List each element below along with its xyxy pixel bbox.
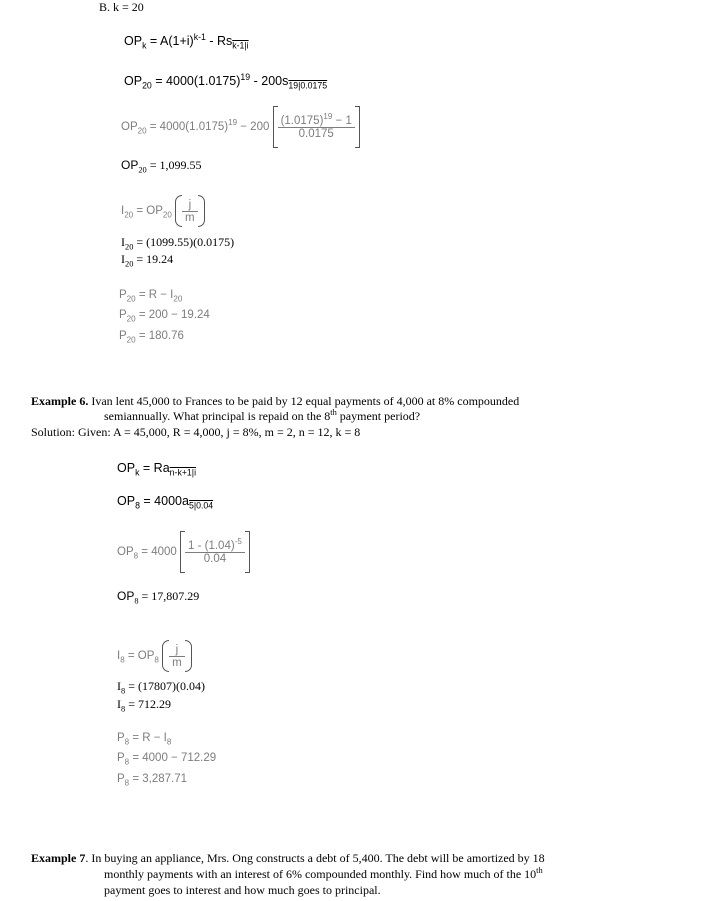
example-6-title: Example 6.: [31, 394, 89, 408]
formula-opk-present-value: $OP_k = Ra_{n-k+1|i}$: [117, 461, 197, 478]
formula-op8-substituted: $OP_8 = 4000a_{5|0.04}$: [117, 494, 214, 511]
op20-result: $OP_{20} = 1,099.55$: [121, 158, 202, 175]
formula-op20-substituted: $OP_{20} = 4000(1.0175)^{19} - 200s_{19|0.0175}$: [124, 71, 328, 91]
formula-opk-general: $OP_k = A(1+i)^{k-1} - Rs_{k-1|i}$: [124, 31, 249, 51]
p20-substituted: $P_{20} = 200 - 19.24$: [119, 309, 210, 324]
i8-substituted: $I_8 = (17807)(0.04)$: [117, 679, 205, 696]
formula-p8-general: $P_8 = R - I_8$: [117, 732, 172, 747]
formula-op8-expanded: $OP_8 = 4000$ $\frac{1 - (1.04)^{-5}}{0.04}$: [117, 531, 250, 573]
formula-i20-general: $I_{20} = OP_{20}$ $\frac{j}{m}$: [121, 195, 205, 227]
part-b-label: B. k = 20: [99, 0, 144, 14]
p20-result: $P_{20} = 180.76$: [119, 330, 184, 345]
i20-result: $I_{20} = 19.24$: [121, 252, 174, 269]
example-7-title: Example 7: [31, 851, 86, 865]
formula-i8-general: $I_8 = OP_8$ $\frac{j}{m}$: [117, 640, 192, 672]
example-7-line-1: Example 7. In buying an appliance, Mrs. Ong constructs a debt of 5,400. The debt will be amortized by 18: [31, 851, 545, 865]
example-7-line-2: monthly payments with an interest of 6% compounded monthly. Find how much of the 10th: [104, 866, 543, 881]
op8-result: $OP_8 = 17,807.29$: [117, 589, 200, 606]
formula-p20-general: $P_{20} = R - I_{20}$: [119, 289, 183, 304]
example-6-line-2: semiannually. What principal is repaid on the 8th payment period?: [104, 408, 421, 423]
p8-substituted: $P_8 = 4000 - 712.29$: [117, 752, 217, 767]
p8-result: $P_8 = 3,287.71$: [117, 773, 188, 788]
example-6-given: Solution: Given: A = 45,000, R = 4,000, j = 8%, m = 2, n = 12, k = 8: [31, 425, 361, 439]
i8-result: $I_8 = 712.29$: [117, 697, 171, 714]
example-6-line-1: Example 6. Ivan lent 45,000 to Frances to be paid by 12 equal payments of 4,000 at 8% compounded: [31, 394, 520, 408]
i20-substituted: $I_{20} = (1099.55)(0.0175)$: [121, 235, 235, 252]
example-7-line-3: payment goes to interest and how much goes to principal.: [104, 883, 381, 897]
formula-op20-expanded: $OP_{20} = 4000(1.0175)^{19} - 200$ $\frac{(1.0175)^{19} - 1}{0.0175}$: [121, 106, 360, 148]
